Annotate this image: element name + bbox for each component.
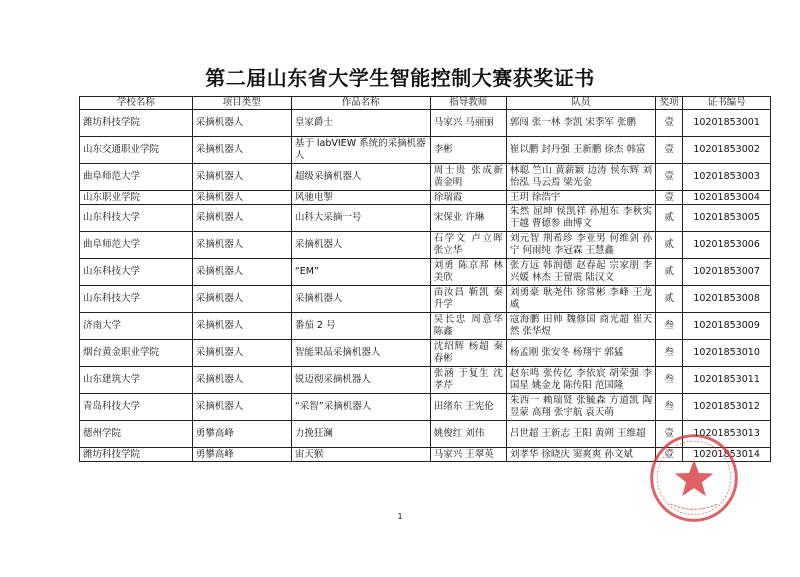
school-cell: 山东科技大学 [80, 205, 193, 232]
cert-cell: 10201853007 [683, 259, 771, 286]
award-cell: 贰 [656, 259, 683, 286]
teachers-cell: 沈绍辉 杨超 秦春彬 [430, 340, 506, 367]
table-row [80, 421, 771, 448]
award-cell: 叁 [656, 340, 683, 367]
school-cell: 潍坊科技学院 [80, 110, 193, 137]
cert-cell: 10201853012 [683, 394, 771, 421]
table-row [80, 164, 771, 191]
work-cell: “EM” [291, 259, 430, 286]
cert-cell: 10201853008 [683, 286, 771, 313]
teachers-cell: 姚俊红 刘伟 [430, 421, 506, 448]
table-row [80, 259, 771, 286]
school-cell: 烟台黄金职业学院 [80, 340, 193, 367]
members-cell: 郭闯 张一林 李凯 宋季军 张鹏 [506, 110, 655, 137]
header-members: 队员 [506, 97, 655, 110]
table-header-row [80, 97, 771, 110]
work-cell: 风驰电掣 [291, 191, 430, 205]
work-cell: 锐迈彻采摘机器人 [291, 367, 430, 394]
header-work: 作品名称 [291, 97, 430, 110]
members-cell: 朱西一 赖瑞贤 张毓森 方道凯 陶昱蒙 高翔 张宇航 袁天萌 [506, 394, 655, 421]
teachers-cell: 田绪东 王宪伦 [430, 394, 506, 421]
type-cell: 采摘机器人 [192, 110, 291, 137]
school-cell: 山东建筑大学 [80, 367, 193, 394]
award-cell: 壹 [656, 137, 683, 164]
work-cell: 采摘机器人 [291, 232, 430, 259]
teachers-cell: 苗汝昌 靳凯 秦升学 [430, 286, 506, 313]
type-cell: 勇攀高峰 [192, 448, 291, 462]
work-cell: 皇家爵士 [291, 110, 430, 137]
cert-cell: 10201853001 [683, 110, 771, 137]
teachers-cell: 石学文 卢立晖 张立华 [430, 232, 506, 259]
school-cell: 山东职业学院 [80, 191, 193, 205]
cert-cell: 10201853014 [683, 448, 771, 462]
work-cell: 采摘机器人 [291, 286, 430, 313]
table-row [80, 286, 771, 313]
award-cell: 叁 [656, 394, 683, 421]
award-cell: 壹 [656, 421, 683, 448]
type-cell: 采摘机器人 [192, 137, 291, 164]
table-row [80, 340, 771, 367]
members-cell: 林聪 竺山 黄薪颖 边涛 侯东辉 刘怡泓 马云焉 梁光金 [506, 164, 655, 191]
type-cell: 采摘机器人 [192, 205, 291, 232]
work-cell: 番茄 2 号 [291, 313, 430, 340]
header-teachers: 指导教师 [430, 97, 506, 110]
award-cell: 壹 [656, 110, 683, 137]
school-cell: 曲阜师范大学 [80, 232, 193, 259]
cert-cell: 10201853013 [683, 421, 771, 448]
table-row [80, 205, 771, 232]
page-number: 1 [397, 512, 403, 521]
members-cell: 吕世超 王新志 王阳 黄朔 王维超 [506, 421, 655, 448]
table-row [80, 191, 771, 205]
cert-cell: 10201853004 [683, 191, 771, 205]
table-row [80, 367, 771, 394]
teachers-cell: 刘勇 陈京邦 林美欣 [430, 259, 506, 286]
teachers-cell: 宋保业 许琳 [430, 205, 506, 232]
teachers-cell: 张涵 于复生 沈孝芹 [430, 367, 506, 394]
teachers-cell: 周士贵 张成新 黄金明 [430, 164, 506, 191]
header-type: 项目类型 [192, 97, 291, 110]
cert-cell: 10201853002 [683, 137, 771, 164]
work-cell: 基于 labVIEW 系统的采摘机器人 [291, 137, 430, 164]
award-cell: 贰 [656, 205, 683, 232]
members-cell: 张方远 韩润德 赵春起 宗家朋 李兴媛 林杰 王留震 陆汉文 [506, 259, 655, 286]
cert-cell: 10201853010 [683, 340, 771, 367]
school-cell: 山东科技大学 [80, 259, 193, 286]
work-cell: 宙天猴 [291, 448, 430, 462]
cert-cell: 10201853005 [683, 205, 771, 232]
school-cell: 曲阜师范大学 [80, 164, 193, 191]
cert-cell: 10201853006 [683, 232, 771, 259]
cert-cell: 10201853009 [683, 313, 771, 340]
teachers-cell: 马家兴 马丽丽 [430, 110, 506, 137]
work-cell: 山科大采摘一号 [291, 205, 430, 232]
award-cell: 叁 [656, 367, 683, 394]
cert-cell: 10201853011 [683, 367, 771, 394]
award-cell: 壹 [656, 448, 683, 462]
table-row [80, 313, 771, 340]
type-cell: 采摘机器人 [192, 367, 291, 394]
header-award: 奖项 [656, 97, 683, 110]
work-cell: 超级采摘机器人 [291, 164, 430, 191]
header-cert: 证书编号 [683, 97, 771, 110]
type-cell: 采摘机器人 [192, 259, 291, 286]
type-cell: 采摘机器人 [192, 340, 291, 367]
table-row [80, 110, 771, 137]
members-cell: 刘勇豪 耿尧伟 徐常彬 李峰 王龙威 [506, 286, 655, 313]
type-cell: 采摘机器人 [192, 313, 291, 340]
members-cell: 朱然 屈坤 侯凯祥 孙旭东 李秋实 于越 曹德参 曲博文 [506, 205, 655, 232]
type-cell: 勇攀高峰 [192, 421, 291, 448]
work-cell: 智能果品采摘机器人 [291, 340, 430, 367]
school-cell: 青岛科技大学 [80, 394, 193, 421]
work-cell: “采智”采摘机器人 [291, 394, 430, 421]
teachers-cell: 徐瑞霞 [430, 191, 506, 205]
work-cell: 力挽狂澜 [291, 421, 430, 448]
school-cell: 德州学院 [80, 421, 193, 448]
award-cell: 贰 [656, 232, 683, 259]
members-cell: 寇海鹏 田帅 魏修国 商光超 崔天然 张华煜 [506, 313, 655, 340]
members-cell: 刘孝华 徐晓庆 窦爽爽 孙文斌 [506, 448, 655, 462]
table-row [80, 232, 771, 259]
type-cell: 采摘机器人 [192, 394, 291, 421]
table-row [80, 448, 771, 462]
members-cell: 赵东鸣 张传亿 李依宸 胡荣强 李国星 姚金龙 陈传阳 范国隆 [506, 367, 655, 394]
award-cell: 壹 [656, 191, 683, 205]
teachers-cell: 李彬 [430, 137, 506, 164]
members-cell: 刘元智 荆希珍 李亚男 何维剑 孙宁 何雨纯 李冠霖 王慧鑫 [506, 232, 655, 259]
type-cell: 采摘机器人 [192, 232, 291, 259]
table-row [80, 137, 771, 164]
school-cell: 山东科技大学 [80, 286, 193, 313]
teachers-cell: 吴长忠 周意华 陈鑫 [430, 313, 506, 340]
teachers-cell: 马家兴 王翠英 [430, 448, 506, 462]
school-cell: 济南大学 [80, 313, 193, 340]
document-title: 第二届山东省大学生智能控制大赛获奖证书 [205, 66, 595, 90]
school-cell: 潍坊科技学院 [80, 448, 193, 462]
members-cell: 王玥 徐浩宇 [506, 191, 655, 205]
type-cell: 采摘机器人 [192, 286, 291, 313]
awards-table [79, 96, 771, 462]
cert-cell: 10201853003 [683, 164, 771, 191]
type-cell: 采摘机器人 [192, 164, 291, 191]
award-cell: 壹 [656, 164, 683, 191]
award-cell: 叁 [656, 313, 683, 340]
award-cell: 贰 [656, 286, 683, 313]
members-cell: 崔以鹏 封丹强 王新鹏 徐杰 韩富 [506, 137, 655, 164]
header-school: 学校名称 [80, 97, 193, 110]
table-row [80, 394, 771, 421]
school-cell: 山东交通职业学院 [80, 137, 193, 164]
type-cell: 采摘机器人 [192, 191, 291, 205]
members-cell: 杨孟刚 张安冬 杨翔宇 郭猛 [506, 340, 655, 367]
